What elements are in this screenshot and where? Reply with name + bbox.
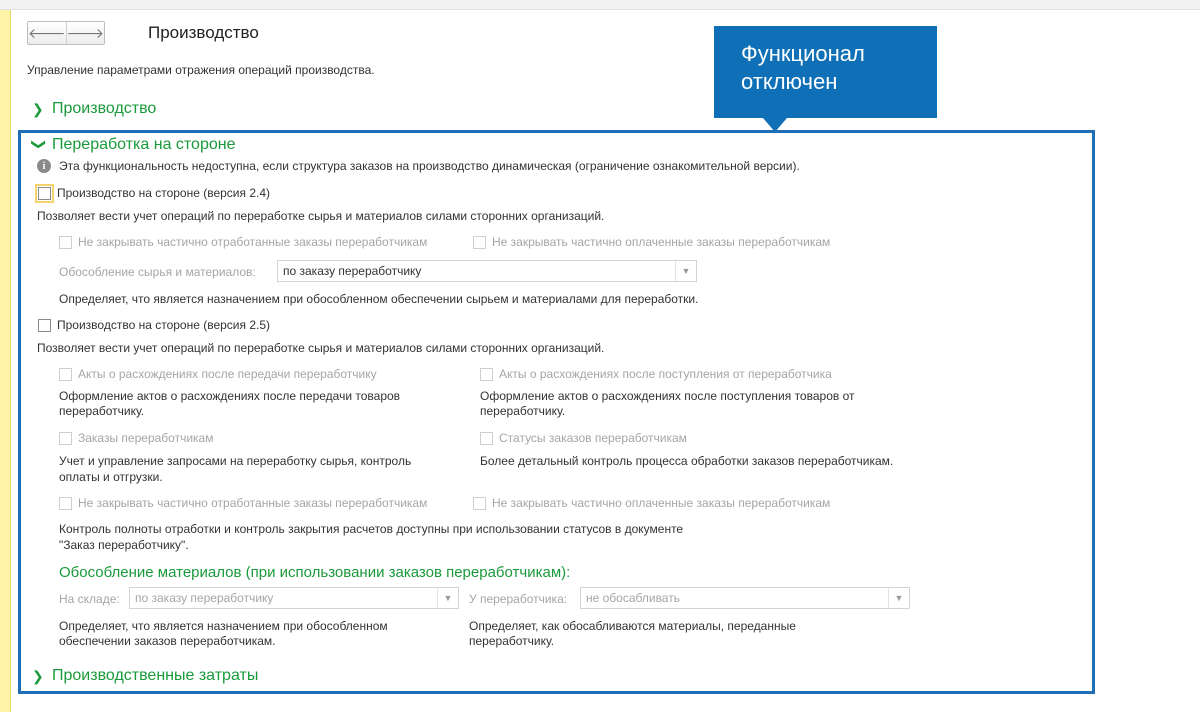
group-outsourcing[interactable] [32, 136, 235, 154]
checkbox-box[interactable] [473, 497, 486, 510]
warehouse-desc-1: Определяет, что является назначением при обособленном [59, 619, 388, 633]
acts-after-receipt-desc-1: Оформление актов о расхождениях после поступления товаров от [480, 389, 855, 403]
callout-line-2: отключен [741, 69, 838, 94]
warehouse-desc-2: обеспечении заказов переработчикам. [59, 634, 276, 648]
select-value: не обосабливать [586, 591, 680, 605]
checkbox-label: Не закрывать частично отработанные заказы переработчикам [78, 235, 428, 249]
control-desc-2: "Заказ переработчику". [59, 538, 189, 552]
forward-button[interactable] [66, 22, 105, 44]
acts-after-receipt-desc-2: переработчику. [480, 404, 566, 418]
top-strip [0, 0, 1200, 10]
checkbox-box[interactable] [38, 319, 51, 332]
checkbox-processor-orders[interactable] [59, 431, 213, 445]
checkbox-box[interactable] [473, 236, 486, 249]
chevron-down-icon: ❯ [31, 138, 48, 150]
checkbox-box[interactable] [59, 368, 72, 381]
callout-line-1: Функционал [741, 41, 865, 66]
processor-isolation-select[interactable] [580, 587, 910, 609]
back-button[interactable] [28, 22, 66, 44]
left-panel-edge [0, 10, 11, 712]
info-note-text: Эта функциональность недоступна, если структура заказов на производство динамическая (ограничение ознакомительной версии). [59, 159, 800, 173]
disabled-callout [714, 26, 937, 118]
checkbox-label: Производство на стороне (версия 2.4) [57, 186, 271, 200]
history-navigation [27, 21, 105, 45]
checkbox-label: Производство на стороне (версия 2.5) [57, 318, 271, 332]
statuses-desc: Более детальный контроль процесса обработки заказов переработчикам. [480, 454, 894, 468]
checkbox-v25-no-close-paid[interactable] [473, 496, 830, 510]
checkbox-outsourcing-v25[interactable] [38, 318, 270, 332]
checkbox-label: Статусы заказов переработчикам [499, 431, 687, 445]
arrow-left-icon: 🡐 [28, 24, 66, 41]
checkbox-v24-no-close-worked[interactable] [59, 235, 427, 249]
page-subtitle: Управление параметрами отражения операций производства. [27, 63, 375, 77]
v24-description: Позволяет вести учет операций по переработке сырья и материалов силами сторонних организаций. [37, 209, 605, 223]
checkbox-label: Не закрывать частично оплаченные заказы переработчикам [492, 235, 831, 249]
checkbox-box[interactable] [59, 236, 72, 249]
checkbox-label: Не закрывать частично отработанные заказы переработчикам [78, 496, 428, 510]
orders-desc-1: Учет и управление запросами на переработку сырья, контроль [59, 454, 412, 468]
checkbox-outsourcing-v24[interactable] [38, 186, 270, 200]
dropdown-arrow-icon[interactable]: ▼ [675, 261, 696, 281]
orders-desc-2: оплаты и отгрузки. [59, 470, 163, 484]
dropdown-arrow-icon[interactable]: ▼ [888, 588, 909, 608]
v24-isolation-label: Обособление сырья и материалов: [59, 265, 256, 279]
info-note [37, 159, 800, 173]
group-production[interactable] [32, 100, 156, 118]
acts-after-transfer-desc-1: Оформление актов о расхождениях после передачи товаров [59, 389, 401, 403]
group-production-label: Производство [52, 100, 157, 117]
select-value: по заказу переработчику [135, 591, 274, 605]
checkbox-label: Заказы переработчикам [78, 431, 214, 445]
group-production-costs-label: Производственные затраты [52, 667, 259, 684]
checkbox-box[interactable] [480, 368, 493, 381]
checkbox-box[interactable] [38, 187, 51, 200]
materials-isolation-heading: Обособление материалов (при использовании заказов переработчикам): [59, 564, 571, 581]
checkbox-label: Акты о расхождениях после поступления от переработчика [499, 367, 832, 381]
warehouse-isolation-select[interactable] [129, 587, 459, 609]
checkbox-box[interactable] [59, 432, 72, 445]
checkbox-acts-after-transfer[interactable] [59, 367, 377, 381]
checkbox-v24-no-close-paid[interactable] [473, 235, 830, 249]
acts-after-transfer-desc-2: переработчику. [59, 404, 145, 418]
checkbox-box[interactable] [59, 497, 72, 510]
group-outsourcing-label: Переработка на стороне [52, 136, 236, 153]
processor-desc-1: Определяет, как обосабливаются материалы, переданные [469, 619, 796, 633]
control-desc-1: Контроль полноты отработки и контроль закрытия расчетов доступны при использовании статусов в документе [59, 522, 684, 536]
v24-isolation-select[interactable] [277, 260, 697, 282]
checkbox-label: Не закрывать частично оплаченные заказы переработчикам [492, 496, 831, 510]
checkbox-box[interactable] [480, 432, 493, 445]
chevron-right-icon: ❯ [32, 667, 44, 684]
checkbox-order-statuses[interactable] [480, 431, 687, 445]
processor-desc-2: переработчику. [469, 634, 555, 648]
v24-isolation-description: Определяет, что является назначением при обособленном обеспечении сырьем и материалами для переработки. [59, 292, 699, 306]
info-icon: i [37, 159, 51, 173]
v25-description: Позволяет вести учет операций по переработке сырья и материалов силами сторонних организаций. [37, 341, 605, 355]
warehouse-label: На складе: [59, 592, 120, 606]
checkbox-v25-no-close-worked[interactable] [59, 496, 427, 510]
chevron-right-icon: ❯ [32, 100, 44, 117]
checkbox-acts-after-receipt[interactable] [480, 367, 832, 381]
checkbox-label: Акты о расхождениях после передачи переработчику [78, 367, 377, 381]
processor-label: У переработчика: [469, 592, 568, 606]
group-production-costs[interactable] [32, 667, 258, 685]
arrow-right-icon: 🡒 [66, 24, 105, 41]
select-value: по заказу переработчику [283, 264, 422, 278]
page-title: Производство [148, 23, 259, 42]
dropdown-arrow-icon[interactable]: ▼ [437, 588, 458, 608]
